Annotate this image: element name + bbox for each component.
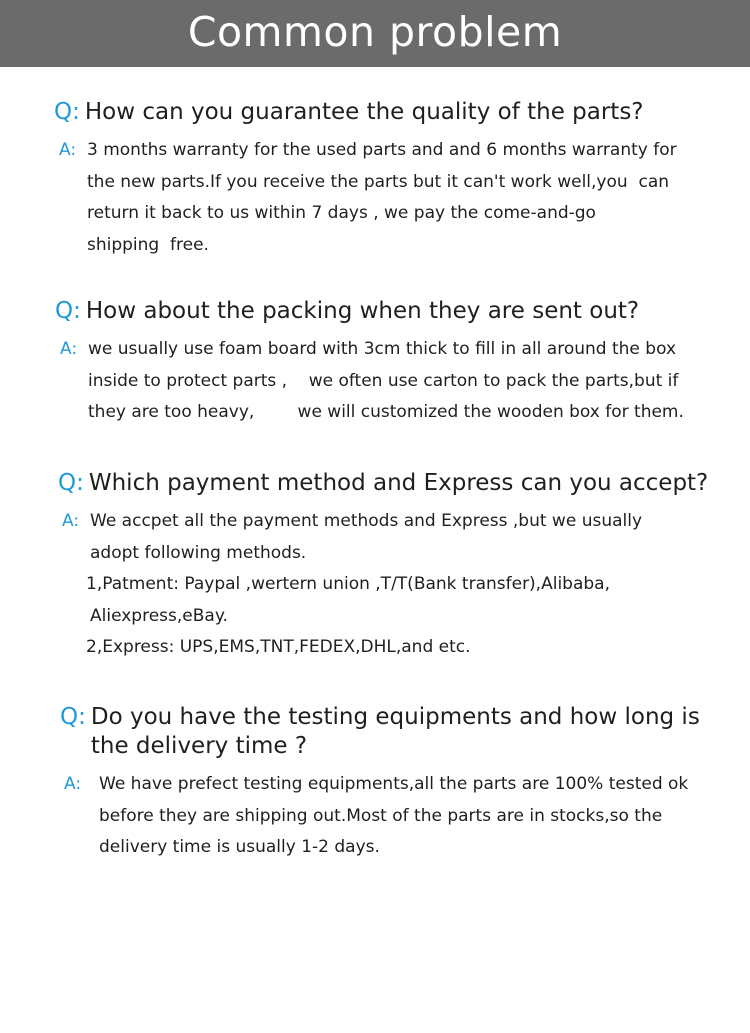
question-row	[54, 98, 750, 127]
answer-line: shipping free.	[87, 234, 209, 255]
question-row	[58, 469, 750, 498]
answer-label: A:	[62, 511, 80, 531]
question-line: Do you have the testing equipments and how long is	[90, 704, 700, 730]
question-text: How can you guarantee the quality of the parts?	[84, 99, 644, 125]
faq-item-quality	[0, 98, 750, 261]
answer-line: before they are shipping out.Most of the parts are in stocks,so the	[99, 805, 663, 826]
faq-item-packing	[0, 297, 750, 429]
question-text: Which payment method and Express can you accept?	[88, 470, 709, 496]
answer-line: they are too heavy, we will customized the wooden box for them.	[88, 402, 684, 422]
faq-item-payment	[0, 469, 750, 664]
answer-text	[86, 506, 643, 664]
question-row	[60, 703, 750, 761]
answer-line: 3 months warranty for the used parts and and 6 months warranty for	[87, 140, 677, 160]
answer-row	[59, 135, 750, 261]
answer-line: We have prefect testing equipments,all the parts are 100% tested ok	[99, 774, 689, 794]
question-label: Q:	[55, 298, 81, 324]
question-row	[55, 297, 750, 326]
answer-line: we usually use foam board with 3cm thick to fill in all around the box	[88, 339, 677, 359]
answer-label: A:	[60, 339, 78, 359]
answer-row	[60, 334, 750, 429]
answer-label: A:	[64, 774, 82, 794]
answer-text	[88, 334, 684, 429]
answer-line: Aliexpress,eBay.	[90, 605, 228, 626]
page-title: Common problem	[187, 8, 563, 56]
answer-line: inside to protect parts , we often use carton to pack the parts,but if	[88, 370, 679, 391]
question-label: Q:	[54, 99, 80, 125]
question-line: the delivery time ?	[90, 733, 308, 759]
answer-line: the new parts.If you receive the parts but it can't work well,you can	[87, 171, 670, 192]
answer-row	[64, 769, 750, 864]
answer-line: return it back to us within 7 days , we pay the come-and-go	[87, 203, 596, 223]
question-text	[91, 703, 700, 761]
answer-text	[87, 135, 677, 261]
answer-label: A:	[59, 140, 77, 160]
answer-line: delivery time is usually 1-2 days.	[99, 837, 380, 857]
header-bar	[0, 0, 750, 67]
answer-line: 2,Express: UPS,EMS,TNT,FEDEX,DHL,and etc.	[86, 637, 471, 657]
answer-row	[62, 506, 750, 664]
question-label: Q:	[60, 704, 86, 730]
answer-line: adopt following methods.	[90, 542, 307, 563]
answer-text	[99, 769, 688, 864]
answer-line: 1,Patment: Paypal ,wertern union ,T/T(Bank transfer),Alibaba,	[86, 574, 610, 594]
faq-item-testing	[0, 703, 750, 864]
answer-line: We accpet all the payment methods and Express ,but we usually	[90, 511, 643, 531]
question-label: Q:	[58, 470, 84, 496]
question-text: How about the packing when they are sent out?	[85, 298, 640, 324]
